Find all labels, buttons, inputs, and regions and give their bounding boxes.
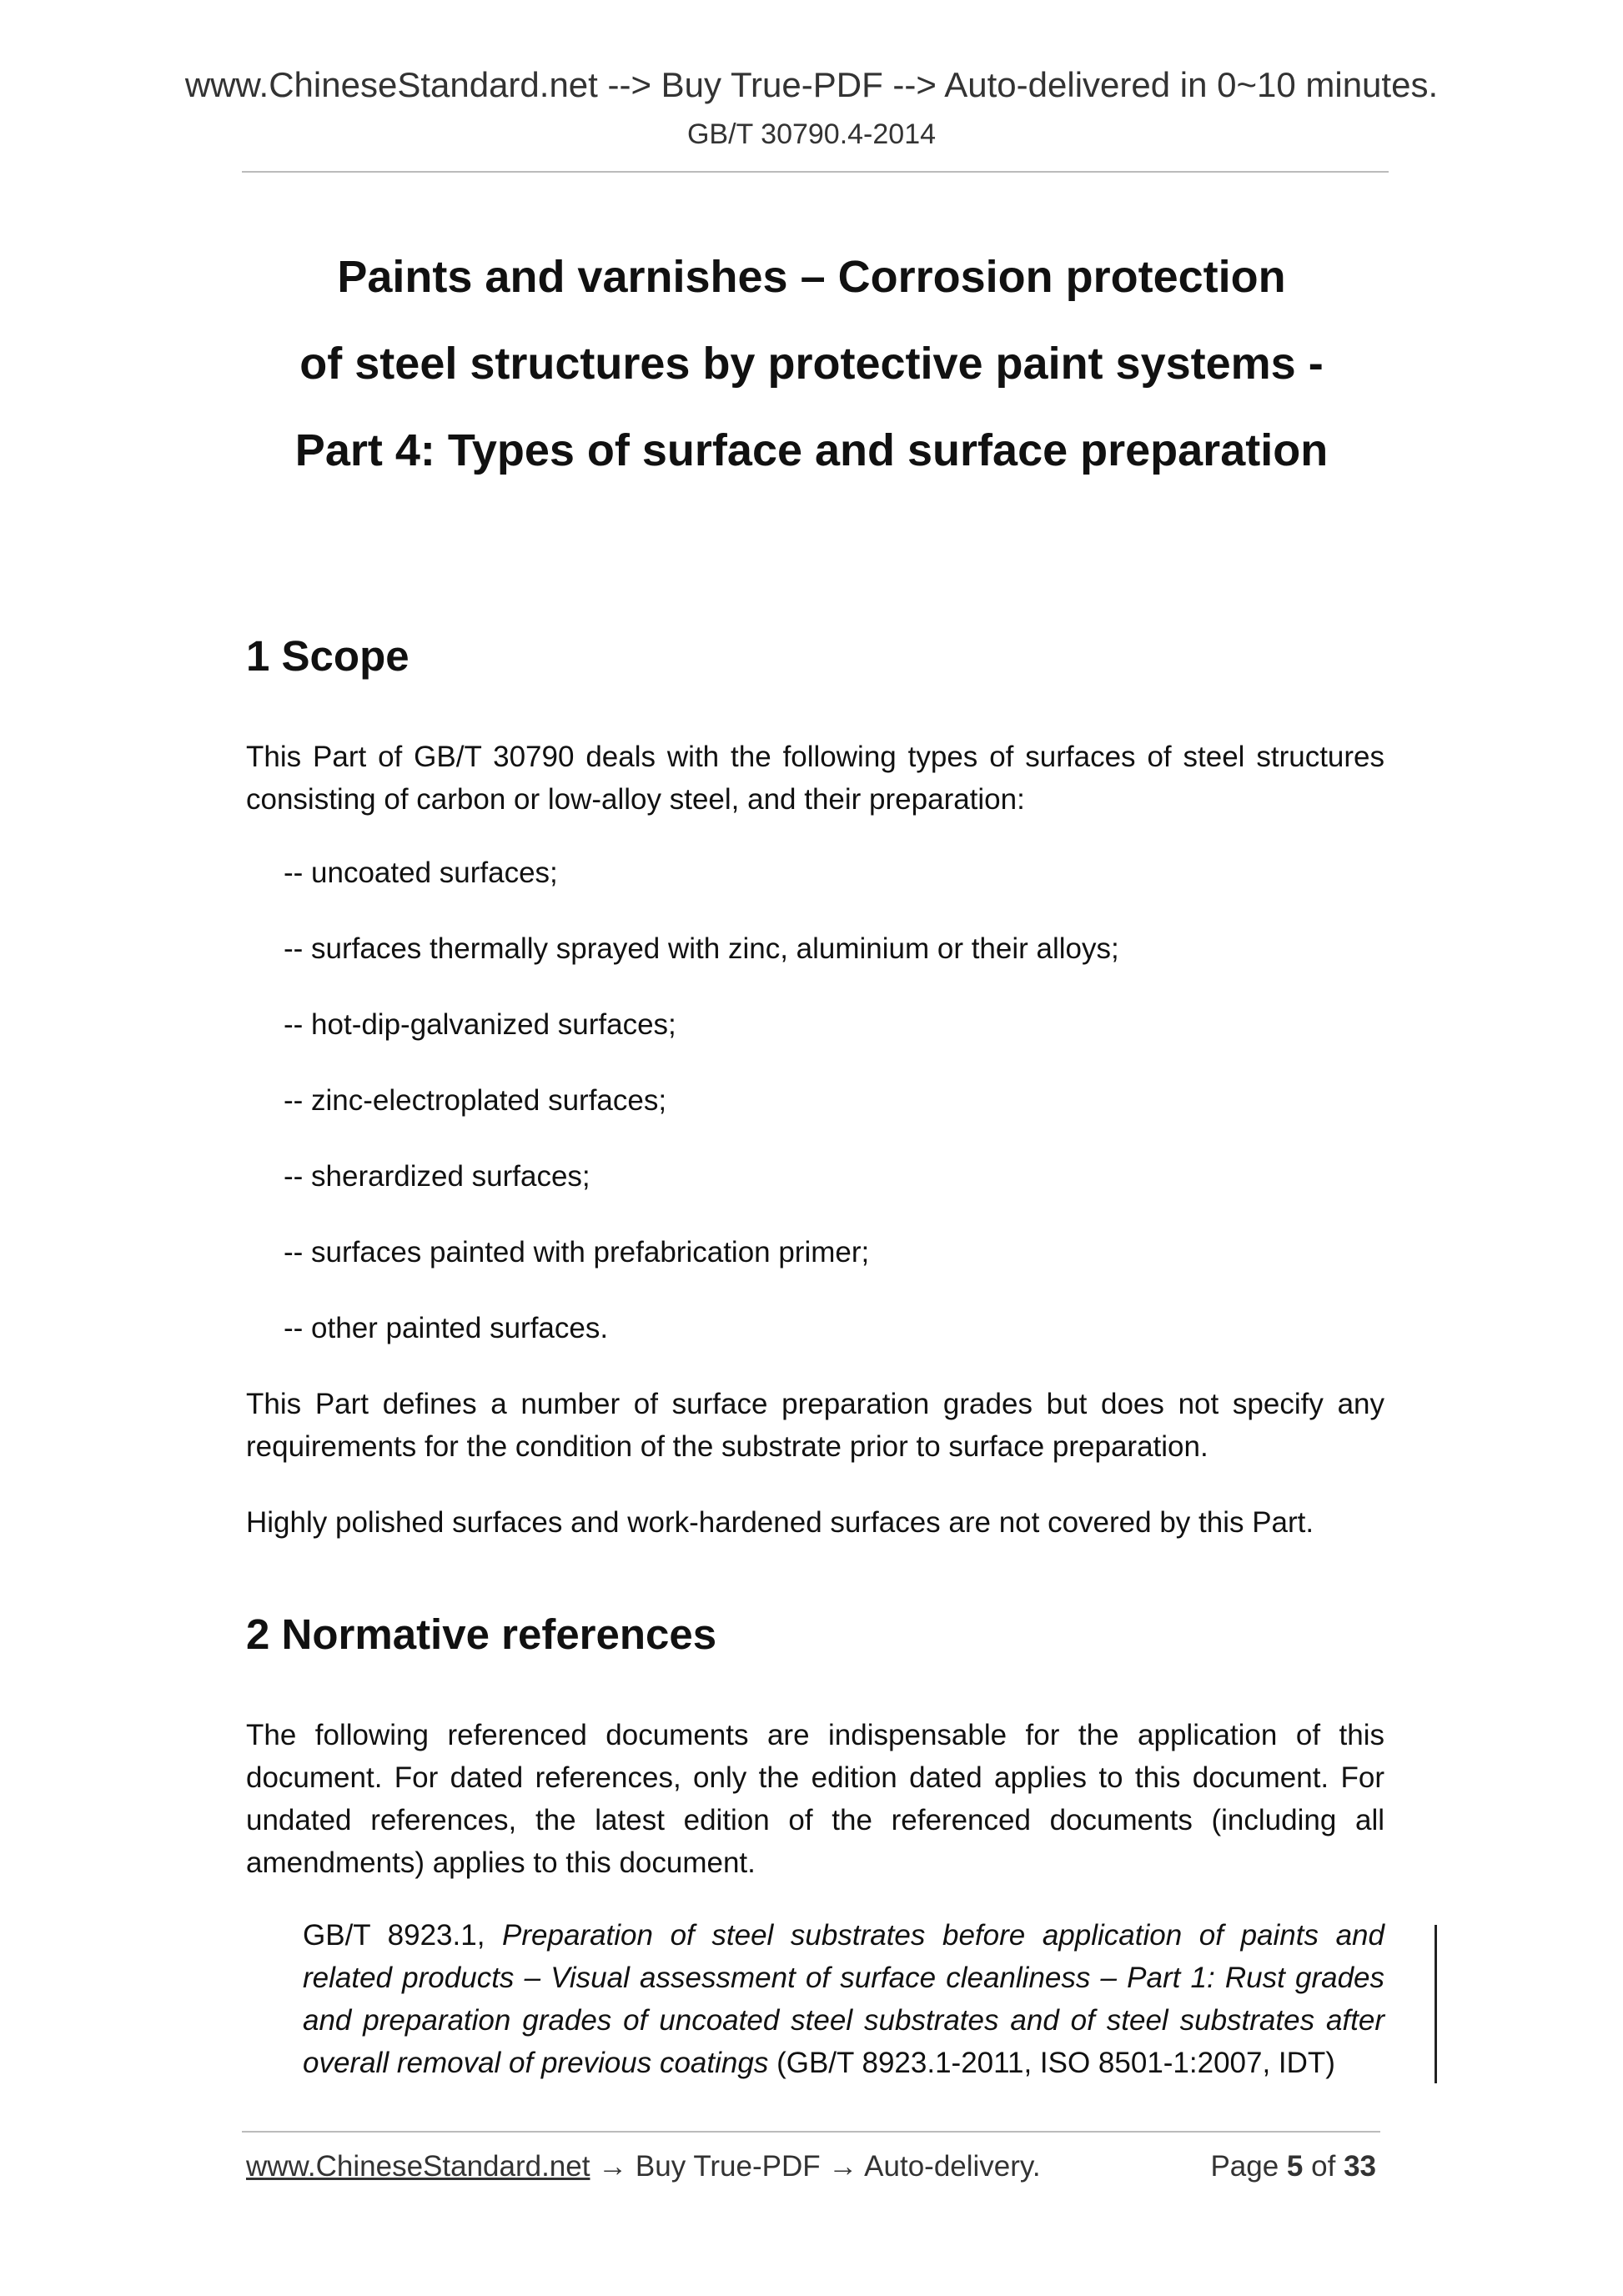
document-title — [0, 234, 1623, 494]
page-total: 33 — [1344, 2150, 1376, 2183]
of-label: of — [1311, 2150, 1336, 2183]
header-banner: www.ChineseStandard.net --> Buy True-PDF --> Auto-delivered in 0~10 minutes. — [184, 65, 1439, 104]
list-item: -- surfaces painted with prefabrication primer; — [284, 1236, 870, 1269]
reference-title: Preparation of steel substrates before application of paints and related products – Visual assessment of surface cleanliness – Part 1: Rust grades and preparation grades of uncoated steel substrates and of steel substrates after overall removal of previous coatings — [303, 1919, 1384, 2079]
list-item: -- hot-dip-galvanized surfaces; — [284, 1008, 676, 1041]
list-item: -- sherardized surfaces; — [284, 1160, 590, 1193]
footer-website-link[interactable]: www.ChineseStandard.net — [246, 2150, 590, 2183]
list-item: -- surfaces thermally sprayed with zinc, aluminium or their alloys; — [284, 932, 1119, 965]
page-label: Page — [1210, 2150, 1279, 2183]
reference-equivalence: (GB/T 8923.1-2011, ISO 8501-1:2007, IDT) — [776, 2047, 1335, 2079]
revision-bar — [1435, 1925, 1437, 2083]
scope-intro: This Part of GB/T 30790 deals with the following types of surfaces of steel structures consisting of carbon or low-alloy steel, and their preparation: — [246, 741, 1384, 816]
title-line-3: Part 4: Types of surface and surface preparation — [294, 425, 1329, 475]
normative-references-intro: The following referenced documents are indispensable for the application of this document. For dated references, only the edition dated applies to this document. For undated references, the latest edition of the referenced documents (including all amendments) applies to this document. — [246, 1719, 1384, 1879]
standard-code: GB/T 30790.4-2014 — [686, 118, 937, 150]
footer-promo-text: → Buy True-PDF → Auto-delivery. — [590, 2150, 1041, 2183]
footer-divider — [242, 2131, 1380, 2133]
scope-paragraph-grades: This Part defines a number of surface preparation grades but does not specify any requirements for the condition of the substrate prior to surface preparation. — [246, 1388, 1384, 1463]
header-divider — [242, 171, 1389, 173]
page-indicator — [1210, 2150, 1376, 2183]
page-number: 5 — [1286, 2150, 1304, 2183]
reference-entry — [303, 1914, 1384, 2084]
page-footer — [246, 2150, 1376, 2183]
title-line-1: Paints and varnishes – Corrosion protection — [337, 252, 1286, 302]
section-heading-scope: 1 Scope — [246, 632, 410, 680]
list-item: -- zinc-electroplated surfaces; — [284, 1084, 667, 1117]
scope-paragraph-exclusions: Highly polished surfaces and work-hardened surfaces are not covered by this Part. — [246, 1506, 1314, 1539]
list-item: -- uncoated surfaces; — [284, 857, 558, 889]
title-line-2: of steel structures by protective paint systems - — [299, 339, 1324, 389]
section-heading-normative-references: 2 Normative references — [246, 1610, 717, 1658]
list-item: -- other painted surfaces. — [284, 1312, 609, 1344]
reference-code: GB/T 8923.1, — [303, 1919, 485, 1952]
